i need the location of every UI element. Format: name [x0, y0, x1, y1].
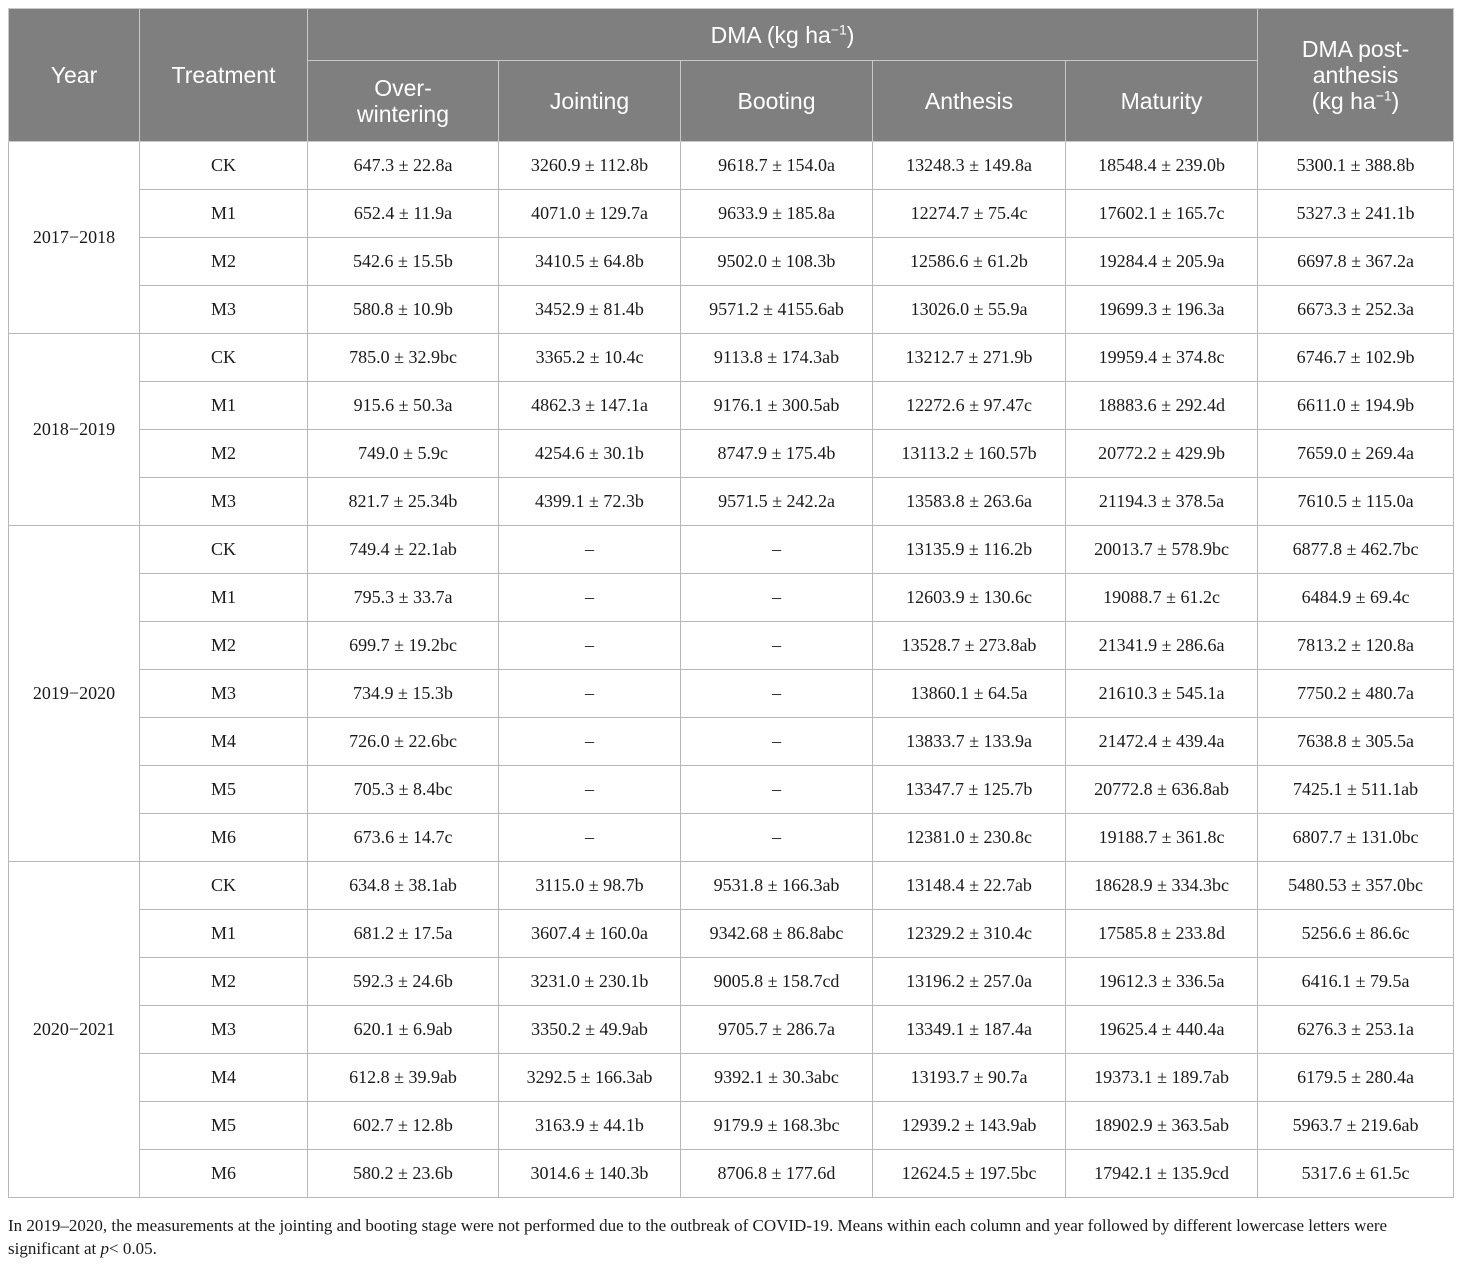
treatment-cell: M3 [140, 478, 308, 526]
overwintering-cell: 785.0 ± 32.9bc [308, 334, 499, 382]
booting-cell: – [681, 766, 873, 814]
post-anthesis-cell: 6276.3 ± 253.1a [1258, 1006, 1454, 1054]
booting-cell: 9705.7 ± 286.7a [681, 1006, 873, 1054]
maturity-cell: 18902.9 ± 363.5ab [1066, 1102, 1258, 1150]
anthesis-cell: 13193.7 ± 90.7a [873, 1054, 1066, 1102]
table-row [9, 478, 1454, 526]
maturity-cell: 18628.9 ± 334.3bc [1066, 862, 1258, 910]
overwintering-cell: 915.6 ± 50.3a [308, 382, 499, 430]
jointing-cell: – [499, 574, 681, 622]
treatment-cell: M3 [140, 286, 308, 334]
header-stage-maturity [1066, 61, 1258, 142]
header-stage-anthesis [873, 61, 1066, 142]
table-row [9, 1102, 1454, 1150]
booting-cell: 9571.5 ± 242.2a [681, 478, 873, 526]
overwintering-cell: 612.8 ± 39.9ab [308, 1054, 499, 1102]
overwintering-cell: 542.6 ± 15.5b [308, 238, 499, 286]
booting-cell: – [681, 574, 873, 622]
anthesis-cell: 12603.9 ± 130.6c [873, 574, 1066, 622]
booting-cell: 9531.8 ± 166.3ab [681, 862, 873, 910]
post-anthesis-cell: 6611.0 ± 194.9b [1258, 382, 1454, 430]
header-post-line2: anthesis [1312, 62, 1399, 88]
booting-cell: 9392.1 ± 30.3abc [681, 1054, 873, 1102]
booting-cell: 9618.7 ± 154.0a [681, 142, 873, 190]
overwintering-cell: 673.6 ± 14.7c [308, 814, 499, 862]
treatment-cell: M1 [140, 910, 308, 958]
anthesis-cell: 12381.0 ± 230.8c [873, 814, 1066, 862]
header-dma-close: ) [846, 21, 855, 48]
jointing-cell: 3410.5 ± 64.8b [499, 238, 681, 286]
treatment-cell: M3 [140, 670, 308, 718]
booting-cell: – [681, 526, 873, 574]
post-anthesis-cell: 7638.8 ± 305.5a [1258, 718, 1454, 766]
booting-cell: 9571.2 ± 4155.6ab [681, 286, 873, 334]
treatment-cell: CK [140, 142, 308, 190]
anthesis-cell: 12624.5 ± 197.5bc [873, 1150, 1066, 1198]
table-row [9, 190, 1454, 238]
treatment-cell: M1 [140, 382, 308, 430]
header-dma-sup: −1 [830, 20, 847, 37]
maturity-cell: 19612.3 ± 336.5a [1066, 958, 1258, 1006]
anthesis-cell: 13248.3 ± 149.8a [873, 142, 1066, 190]
treatment-cell: M2 [140, 622, 308, 670]
anthesis-cell: 12586.6 ± 61.2b [873, 238, 1066, 286]
table-row [9, 814, 1454, 862]
table-row [9, 526, 1454, 574]
header-post-sup: −1 [1375, 87, 1392, 104]
maturity-cell: 21341.9 ± 286.6a [1066, 622, 1258, 670]
overwintering-cell: 734.9 ± 15.3b [308, 670, 499, 718]
booting-cell: 9179.9 ± 168.3bc [681, 1102, 873, 1150]
post-anthesis-cell: 5317.6 ± 61.5c [1258, 1150, 1454, 1198]
post-anthesis-cell: 5963.7 ± 219.6ab [1258, 1102, 1454, 1150]
booting-cell: 8747.9 ± 175.4b [681, 430, 873, 478]
maturity-cell: 19699.3 ± 196.3a [1066, 286, 1258, 334]
table-row [9, 958, 1454, 1006]
header-dma-group [308, 9, 1258, 61]
post-anthesis-cell: 7659.0 ± 269.4a [1258, 430, 1454, 478]
post-anthesis-cell: 6877.8 ± 462.7bc [1258, 526, 1454, 574]
booting-cell: 9005.8 ± 158.7cd [681, 958, 873, 1006]
post-anthesis-cell: 7425.1 ± 511.1ab [1258, 766, 1454, 814]
jointing-cell: 3231.0 ± 230.1b [499, 958, 681, 1006]
table-row [9, 766, 1454, 814]
jointing-cell: – [499, 766, 681, 814]
table-row [9, 286, 1454, 334]
jointing-cell: 3163.9 ± 44.1b [499, 1102, 681, 1150]
maturity-cell: 19088.7 ± 61.2c [1066, 574, 1258, 622]
header-dma-post-anthesis [1258, 9, 1454, 142]
overwintering-cell: 620.1 ± 6.9ab [308, 1006, 499, 1054]
maturity-cell: 19188.7 ± 361.8c [1066, 814, 1258, 862]
overwintering-cell: 749.4 ± 22.1ab [308, 526, 499, 574]
booting-cell: 9342.68 ± 86.8abc [681, 910, 873, 958]
table-row [9, 862, 1454, 910]
post-anthesis-cell: 6673.3 ± 252.3a [1258, 286, 1454, 334]
jointing-cell: 4254.6 ± 30.1b [499, 430, 681, 478]
header-stage-jointing [499, 61, 681, 142]
header-post-close: ) [1391, 88, 1400, 114]
anthesis-cell: 12272.6 ± 97.47c [873, 382, 1066, 430]
table-row [9, 1006, 1454, 1054]
jointing-cell: 4071.0 ± 129.7a [499, 190, 681, 238]
anthesis-cell: 13212.7 ± 271.9b [873, 334, 1066, 382]
anthesis-cell: 12329.2 ± 310.4c [873, 910, 1066, 958]
maturity-cell: 20013.7 ± 578.9bc [1066, 526, 1258, 574]
booting-cell: – [681, 718, 873, 766]
anthesis-cell: 13113.2 ± 160.57b [873, 430, 1066, 478]
header-year: Year [9, 9, 140, 142]
post-anthesis-cell: 5256.6 ± 86.6c [1258, 910, 1454, 958]
maturity-cell: 21610.3 ± 545.1a [1066, 670, 1258, 718]
overwintering-cell: 647.3 ± 22.8a [308, 142, 499, 190]
anthesis-cell: 13528.7 ± 273.8ab [873, 622, 1066, 670]
treatment-cell: M5 [140, 1102, 308, 1150]
anthesis-cell: 12939.2 ± 143.9ab [873, 1102, 1066, 1150]
table-header [9, 9, 1454, 142]
maturity-cell: 19959.4 ± 374.8c [1066, 334, 1258, 382]
anthesis-cell: 13135.9 ± 116.2b [873, 526, 1066, 574]
overwintering-cell: 681.2 ± 17.5a [308, 910, 499, 958]
header-stage-label: Over- wintering [356, 75, 450, 127]
maturity-cell: 21194.3 ± 378.5a [1066, 478, 1258, 526]
header-stage-overwintering [308, 61, 499, 142]
jointing-cell: 3292.5 ± 166.3ab [499, 1054, 681, 1102]
anthesis-cell: 12274.7 ± 75.4c [873, 190, 1066, 238]
anthesis-cell: 13026.0 ± 55.9a [873, 286, 1066, 334]
post-anthesis-cell: 6179.5 ± 280.4a [1258, 1054, 1454, 1102]
post-anthesis-cell: 5480.53 ± 357.0bc [1258, 862, 1454, 910]
jointing-cell: 3260.9 ± 112.8b [499, 142, 681, 190]
table-row [9, 238, 1454, 286]
table-row [9, 334, 1454, 382]
header-dma-text: DMA (kg ha [710, 21, 831, 48]
treatment-cell: M6 [140, 814, 308, 862]
jointing-cell: – [499, 670, 681, 718]
table-row [9, 574, 1454, 622]
treatment-cell: M2 [140, 238, 308, 286]
overwintering-cell: 634.8 ± 38.1ab [308, 862, 499, 910]
table-row [9, 142, 1454, 190]
header-stage-label: Booting [737, 88, 816, 114]
maturity-cell: 17585.8 ± 233.8d [1066, 910, 1258, 958]
overwintering-cell: 705.3 ± 8.4bc [308, 766, 499, 814]
jointing-cell: 3365.2 ± 10.4c [499, 334, 681, 382]
treatment-cell: M1 [140, 190, 308, 238]
footnote-text: In 2019–2020, the measurements at the jointing and booting stage were not performed due to the outbreak of COVID-19. Means within each column and year followed by different lowercase letters were significant at [8, 1216, 1388, 1258]
table-row [9, 622, 1454, 670]
jointing-cell: 3607.4 ± 160.0a [499, 910, 681, 958]
post-anthesis-cell: 6697.8 ± 367.2a [1258, 238, 1454, 286]
header-stage-label: Anthesis [924, 88, 1014, 114]
jointing-cell: 4399.1 ± 72.3b [499, 478, 681, 526]
post-anthesis-cell: 6746.7 ± 102.9b [1258, 334, 1454, 382]
table-row [9, 670, 1454, 718]
overwintering-cell: 821.7 ± 25.34b [308, 478, 499, 526]
booting-cell: 9113.8 ± 174.3ab [681, 334, 873, 382]
table-row [9, 718, 1454, 766]
maturity-cell: 18548.4 ± 239.0b [1066, 142, 1258, 190]
table-footnote [8, 1214, 1453, 1260]
anthesis-cell: 13583.8 ± 263.6a [873, 478, 1066, 526]
table-row [9, 910, 1454, 958]
overwintering-cell: 602.7 ± 12.8b [308, 1102, 499, 1150]
booting-cell: 8706.8 ± 177.6d [681, 1150, 873, 1198]
maturity-cell: 17602.1 ± 165.7c [1066, 190, 1258, 238]
jointing-cell: 4862.3 ± 147.1a [499, 382, 681, 430]
post-anthesis-cell: 7610.5 ± 115.0a [1258, 478, 1454, 526]
header-post-line3: (kg ha [1311, 88, 1376, 114]
jointing-cell: 3350.2 ± 49.9ab [499, 1006, 681, 1054]
maturity-cell: 20772.2 ± 429.9b [1066, 430, 1258, 478]
maturity-cell: 19284.4 ± 205.9a [1066, 238, 1258, 286]
treatment-cell: M1 [140, 574, 308, 622]
table-row [9, 382, 1454, 430]
maturity-cell: 17942.1 ± 135.9cd [1066, 1150, 1258, 1198]
anthesis-cell: 13860.1 ± 64.5a [873, 670, 1066, 718]
jointing-cell: – [499, 718, 681, 766]
treatment-cell: M3 [140, 1006, 308, 1054]
dma-table [8, 8, 1454, 1198]
jointing-cell: 3115.0 ± 98.7b [499, 862, 681, 910]
data-table-container [8, 8, 1453, 1198]
maturity-cell: 21472.4 ± 439.4a [1066, 718, 1258, 766]
header-post-line1: DMA post- [1301, 36, 1410, 62]
booting-cell: – [681, 814, 873, 862]
booting-cell: 9633.9 ± 185.8a [681, 190, 873, 238]
treatment-cell: M2 [140, 430, 308, 478]
post-anthesis-cell: 7813.2 ± 120.8a [1258, 622, 1454, 670]
year-cell: 2017−2018 [9, 142, 140, 334]
maturity-cell: 20772.8 ± 636.8ab [1066, 766, 1258, 814]
post-anthesis-cell: 6484.9 ± 69.4c [1258, 574, 1454, 622]
jointing-cell: – [499, 622, 681, 670]
overwintering-cell: 749.0 ± 5.9c [308, 430, 499, 478]
treatment-cell: CK [140, 862, 308, 910]
treatment-cell: CK [140, 526, 308, 574]
booting-cell: 9502.0 ± 108.3b [681, 238, 873, 286]
jointing-cell: – [499, 814, 681, 862]
maturity-cell: 18883.6 ± 292.4d [1066, 382, 1258, 430]
overwintering-cell: 795.3 ± 33.7a [308, 574, 499, 622]
overwintering-cell: 699.7 ± 19.2bc [308, 622, 499, 670]
booting-cell: 9176.1 ± 300.5ab [681, 382, 873, 430]
jointing-cell: 3452.9 ± 81.4b [499, 286, 681, 334]
post-anthesis-cell: 5327.3 ± 241.1b [1258, 190, 1454, 238]
overwintering-cell: 580.8 ± 10.9b [308, 286, 499, 334]
year-cell: 2020−2021 [9, 862, 140, 1198]
overwintering-cell: 726.0 ± 22.6bc [308, 718, 499, 766]
table-row [9, 1150, 1454, 1198]
anthesis-cell: 13349.1 ± 187.4a [873, 1006, 1066, 1054]
post-anthesis-cell: 7750.2 ± 480.7a [1258, 670, 1454, 718]
overwintering-cell: 652.4 ± 11.9a [308, 190, 499, 238]
maturity-cell: 19625.4 ± 440.4a [1066, 1006, 1258, 1054]
header-stage-label: Maturity [1120, 88, 1203, 114]
header-treatment: Treatment [140, 9, 308, 142]
treatment-cell: M5 [140, 766, 308, 814]
post-anthesis-cell: 6416.1 ± 79.5a [1258, 958, 1454, 1006]
jointing-cell: 3014.6 ± 140.3b [499, 1150, 681, 1198]
anthesis-cell: 13196.2 ± 257.0a [873, 958, 1066, 1006]
anthesis-cell: 13148.4 ± 22.7ab [873, 862, 1066, 910]
year-cell: 2018−2019 [9, 334, 140, 526]
post-anthesis-cell: 5300.1 ± 388.8b [1258, 142, 1454, 190]
footnote-tail: < 0.05. [109, 1239, 157, 1258]
post-anthesis-cell: 6807.7 ± 131.0bc [1258, 814, 1454, 862]
treatment-cell: M6 [140, 1150, 308, 1198]
table-row [9, 430, 1454, 478]
treatment-cell: M4 [140, 1054, 308, 1102]
treatment-cell: M4 [140, 718, 308, 766]
treatment-cell: M2 [140, 958, 308, 1006]
footnote-p-symbol: p [100, 1239, 110, 1258]
table-row [9, 1054, 1454, 1102]
maturity-cell: 19373.1 ± 189.7ab [1066, 1054, 1258, 1102]
overwintering-cell: 580.2 ± 23.6b [308, 1150, 499, 1198]
jointing-cell: – [499, 526, 681, 574]
header-stage-label: Jointing [549, 88, 630, 114]
table-body [9, 142, 1454, 1198]
booting-cell: – [681, 622, 873, 670]
year-cell: 2019−2020 [9, 526, 140, 862]
booting-cell: – [681, 670, 873, 718]
anthesis-cell: 13833.7 ± 133.9a [873, 718, 1066, 766]
anthesis-cell: 13347.7 ± 125.7b [873, 766, 1066, 814]
header-stage-booting [681, 61, 873, 142]
overwintering-cell: 592.3 ± 24.6b [308, 958, 499, 1006]
treatment-cell: CK [140, 334, 308, 382]
